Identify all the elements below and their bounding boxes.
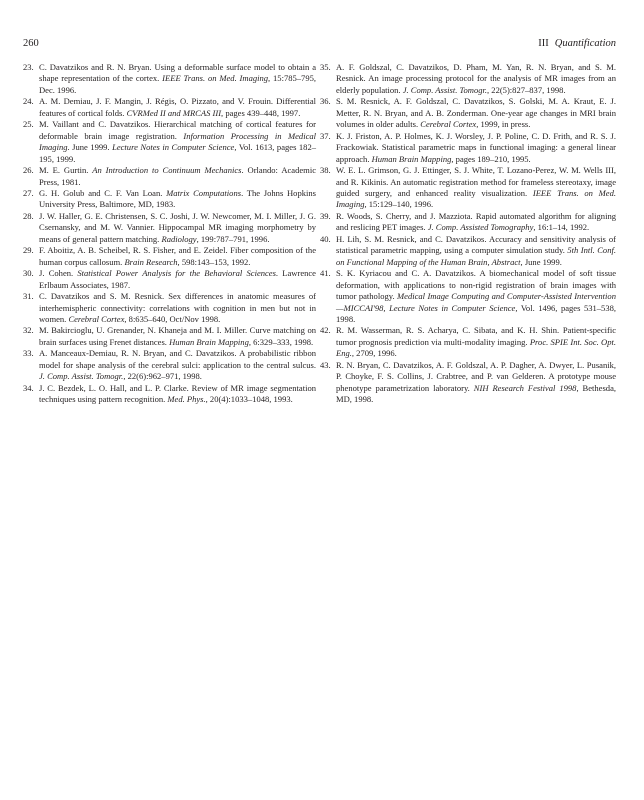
- reference-text-segment: , 1999, in press.: [476, 119, 531, 130]
- reference-number: 43.: [320, 359, 331, 370]
- reference-text: [336, 96, 616, 130]
- reference-text: [336, 211, 616, 234]
- reference-text: [39, 119, 316, 165]
- reference-text-segment: , 8:635–640, Oct/Nov 1998.: [124, 313, 221, 324]
- reference-entry: [23, 211, 316, 245]
- reference-source-italic: Radiology: [161, 233, 197, 244]
- reference-number: 36.: [320, 96, 331, 107]
- reference-number: 33.: [23, 348, 34, 359]
- reference-entry: [320, 131, 616, 165]
- reference-number: 41.: [320, 268, 331, 279]
- reference-number: 42.: [320, 325, 331, 336]
- references-left-column: [23, 62, 316, 406]
- reference-text-segment: , 15:785–795, Dec. 1996.: [39, 73, 317, 95]
- reference-text: [336, 325, 616, 359]
- reference-text-segment: M. Vaillant and C. Davatzikos. Hierarchical matching of cortical features for deformable brain image registration.: [39, 119, 316, 141]
- reference-source-italic: NIH Research Festival 1998: [473, 382, 577, 393]
- reference-source-italic: Brain Research: [124, 256, 178, 267]
- reference-entry: [23, 348, 316, 382]
- reference-text: [39, 348, 316, 382]
- reference-source-italic: Human Brain Mapping: [371, 153, 452, 164]
- reference-text-segment: J. C. Bezdek, L. O. Hall, and L. P. Clarke. Review of MR image segmentation techniques using pattern recognition.: [39, 382, 316, 405]
- reference-text-segment: K. J. Friston, A. P. Holmes, K. J. Worsley, J. P. Poline, C. D. Frith, and R. S. J. Frackowiak. Statistical parametric maps in functional imaging: a general linear approach.: [336, 130, 616, 164]
- reference-entry: [320, 234, 616, 268]
- reference-source-italic: Med. Phys.: [167, 394, 206, 405]
- reference-text-segment: , Vol. 1613, pages 182–195, 1999.: [39, 142, 316, 164]
- reference-entry: [23, 119, 316, 165]
- running-head-part: III: [538, 38, 549, 49]
- reference-text-segment: . Orlando: Academic Press, 1981.: [39, 165, 316, 187]
- reference-text: [39, 211, 316, 245]
- reference-text-segment: . June 1999.: [67, 142, 113, 153]
- reference-text-segment: A. M. Demiau, J. F. Mangin, J. Régis, O. Pizzato, and V. Frouin. Differential features of cortical folds.: [39, 96, 316, 118]
- reference-text-segment: , 22(6):962–971, 1998.: [123, 371, 202, 382]
- reference-text-segment: . The Johns Hopkins University Press, Baltimore, MD, 1983.: [39, 187, 316, 210]
- reference-text-segment: , 15:129–140, 1996.: [364, 199, 434, 210]
- reference-text-segment: , 6:329–333, 1998.: [248, 336, 314, 347]
- reference-entry: [23, 62, 316, 96]
- reference-source-italic: Matrix Computations: [166, 187, 242, 198]
- reference-text: [39, 291, 316, 325]
- reference-text-segment: , pages 189–210, 1995.: [451, 153, 531, 164]
- reference-number: 35.: [320, 62, 331, 72]
- reference-text: [39, 62, 316, 96]
- reference-source-italic: Statistical Power Analysis for the Behavioral Sciences: [77, 268, 276, 279]
- reference-text-segment: C. Davatzikos and S. M. Resnick. Sex differences in anatomic measures of interhemispheric connectivity: correlations with cognition in men but not in women.: [39, 291, 316, 324]
- reference-number: 34.: [23, 382, 34, 393]
- reference-source-italic: Proc. SPIE Int. Soc. Opt. Eng.: [336, 336, 616, 359]
- reference-text: [39, 165, 316, 188]
- reference-entry: [320, 360, 616, 406]
- reference-text: [336, 360, 616, 406]
- reference-entry: [23, 245, 316, 268]
- reference-entry: [23, 291, 316, 325]
- running-head: [538, 38, 616, 49]
- page-number: 260: [23, 38, 39, 49]
- reference-number: 28.: [23, 210, 34, 221]
- reference-number: 38.: [320, 165, 331, 176]
- reference-source-italic: Human Brain Mapping: [169, 336, 249, 347]
- reference-entry: [23, 383, 316, 406]
- reference-source-italic: J. Comp. Assisted Tomography: [427, 222, 534, 233]
- reference-number: 37.: [320, 130, 331, 141]
- reference-text-segment: . Lawrence Erlbaum Associates, 1987.: [39, 268, 316, 290]
- reference-text-segment: F. Aboitiz, A. B. Scheibel, R. S. Fisher, and E. Zeidel. Fiber composition of the human corpus callosum.: [39, 245, 316, 267]
- reference-text-segment: J. W. Haller, G. E. Christensen, S. C. Joshi, J. W. Newcomer, M. I. Miller, J. G. Csernansky, and M. W. Vannier. Hippocampal MR imaging morphometry by means of general pattern matching.: [39, 210, 316, 244]
- reference-text-segment: , 2709, 1996.: [351, 348, 397, 359]
- reference-entry: [320, 62, 616, 96]
- reference-entry: [320, 268, 616, 325]
- reference-source-italic: Medical Image Computing and Computer-Assisted Intervention—MICCAI'98, Lecture Notes in Computer Science: [336, 291, 616, 313]
- reference-source-italic: J. Comp. Assist. Tomogr.: [39, 371, 124, 382]
- reference-number: 31.: [23, 291, 34, 302]
- reference-source-italic: 5th Intl. Conf. on Functional Mapping of the Human Brain, Abstract: [336, 245, 616, 267]
- reference-source-italic: IEEE Trans. on Med. Imaging: [336, 187, 616, 210]
- reference-text: [39, 188, 316, 211]
- reference-text-segment: S. M. Resnick, A. F. Goldszal, C. Davatzikos, S. Golski, M. A. Kraut, E. J. Metter, R. N. Bryan, and A. B. Zonderman. One-year age changes in MRI brain volumes in older adults.: [336, 96, 616, 130]
- reference-text-segment: S. K. Kyriacou and C. A. Davatzikos. A biomechanical model of soft tissue deformation, with applications to non-rigid registration of brain images with tumor pathology.: [336, 268, 616, 302]
- reference-text-segment: R. M. Wasserman, R. S. Acharya, C. Sibata, and K. H. Shin. Patient-specific tumor prognosis prediction via multi-modality imaging.: [336, 325, 616, 347]
- reference-text-segment: J. Cohen.: [39, 268, 78, 279]
- reference-text-segment: R. N. Bryan, C. Davatzikos, A. F. Goldszal, A. P. Dagher, A. Dwyer, L. Pusanik, P. Choyke, F. S. Collins, J. Crabtree, and P. van Gelderen. A prototype mouse phenotype parametrization laboratory.: [336, 359, 616, 393]
- reference-text-segment: , 16:1–14, 1992.: [533, 222, 590, 233]
- reference-text-segment: A. F. Goldszal, C. Davatzikos, D. Pham, M. Yan, R. N. Bryan, and S. M. Resnick. An image processing protocol for the analysis of MR images from an elderly population.: [336, 62, 616, 95]
- reference-text-segment: G. H. Golub and C. F. Van Loan.: [39, 187, 167, 198]
- reference-number: 32.: [23, 325, 34, 336]
- reference-text: [336, 268, 616, 325]
- reference-text-segment: M. E. Gurtin.: [39, 165, 93, 176]
- reference-text-segment: , June 1999.: [520, 256, 562, 267]
- reference-text: [39, 96, 316, 119]
- reference-source-italic: CVRMed II and MRCAS III: [126, 107, 222, 118]
- reference-text: [336, 131, 616, 165]
- reference-text: [336, 165, 616, 211]
- reference-text-segment: H. Lih, S. M. Resnick, and C. Davatzikos. Accuracy and sensitivity analysis of statistical parametric mapping, using a computer simulation study.: [336, 233, 616, 256]
- reference-entry: [320, 96, 616, 130]
- reference-source-italic: Cerebral Cortex: [68, 313, 125, 324]
- reference-entry: [320, 165, 616, 211]
- reference-entry: [23, 188, 316, 211]
- reference-text-segment: , Bethesda, MD, 1998.: [336, 382, 617, 405]
- reference-text-segment: M. Bakircioglu, U. Grenander, N. Khaneja and M. I. Miller. Curve matching on brain surfaces using Frenet distances.: [39, 325, 316, 347]
- reference-number: 40.: [320, 233, 331, 244]
- reference-text: [336, 234, 616, 268]
- reference-text-segment: , pages 439–448, 1997.: [221, 107, 301, 118]
- reference-text-segment: A. Manceaux-Demiau, R. N. Bryan, and C. Davatzikos. A probabilistic ribbon model for shape analysis of the cerebral sulci: application to the central sulcus.: [39, 348, 316, 370]
- reference-entry: [23, 165, 316, 188]
- running-head-section: Quantification: [554, 38, 616, 49]
- reference-text: [39, 268, 316, 291]
- reference-entry: [320, 325, 616, 359]
- reference-number: 39.: [320, 210, 331, 221]
- reference-number: 29.: [23, 245, 34, 256]
- reference-source-italic: IEEE Trans. on Med. Imaging: [162, 73, 269, 84]
- reference-text-segment: , 22(5):827–837, 1998.: [487, 84, 566, 95]
- reference-text-segment: W. E. L. Grimson, G. J. Ettinger, S. J. White, T. Lozano-Perez, W. M. Wells III, and R. Kikinis. An automatic registration method for frameless stereotaxy, image guided surgery, and enhanced reality visualization.: [336, 165, 616, 198]
- reference-text: [39, 245, 316, 268]
- reference-text-segment: C. Davatzikos and R. N. Bryan. Using a deformable surface model to obtain a shape representation of the cortex.: [39, 62, 316, 84]
- reference-source-italic: Information Processing in Medical Imaging: [39, 130, 317, 153]
- reference-number: 26.: [23, 165, 34, 176]
- reference-entry: [320, 211, 616, 234]
- reference-text: [39, 383, 316, 406]
- reference-source-italic: An Introduction to Continuum Mechanics: [92, 165, 242, 176]
- reference-source-italic: J. Comp. Assist. Tomogr.: [402, 84, 488, 95]
- reference-source-italic: Cerebral Cortex: [420, 119, 477, 130]
- reference-number: 30.: [23, 268, 34, 279]
- reference-entry: [23, 268, 316, 291]
- reference-number: 27.: [23, 187, 34, 198]
- reference-entry: [23, 96, 316, 119]
- reference-text: [39, 325, 316, 348]
- reference-source-italic: Lecture Notes in Computer Science: [112, 142, 235, 153]
- reference-text-segment: R. Woods, S. Cherry, and J. Mazziota. Rapid automated algorithm for aligning and reslicing PET images.: [336, 210, 616, 233]
- references-right-column: [320, 62, 616, 406]
- reference-entry: [23, 325, 316, 348]
- reference-text-segment: , 20(4):1033–1048, 1993.: [205, 394, 293, 405]
- reference-text-segment: , Vol. 1496, pages 531–538, 1998.: [336, 302, 616, 324]
- reference-text-segment: , 598:143–153, 1992.: [177, 256, 251, 267]
- reference-number: 24.: [23, 96, 34, 107]
- reference-text-segment: , 199:787–791, 1996.: [196, 233, 270, 244]
- reference-number: 23.: [23, 62, 34, 72]
- reference-number: 25.: [23, 119, 34, 130]
- reference-text: [336, 62, 616, 96]
